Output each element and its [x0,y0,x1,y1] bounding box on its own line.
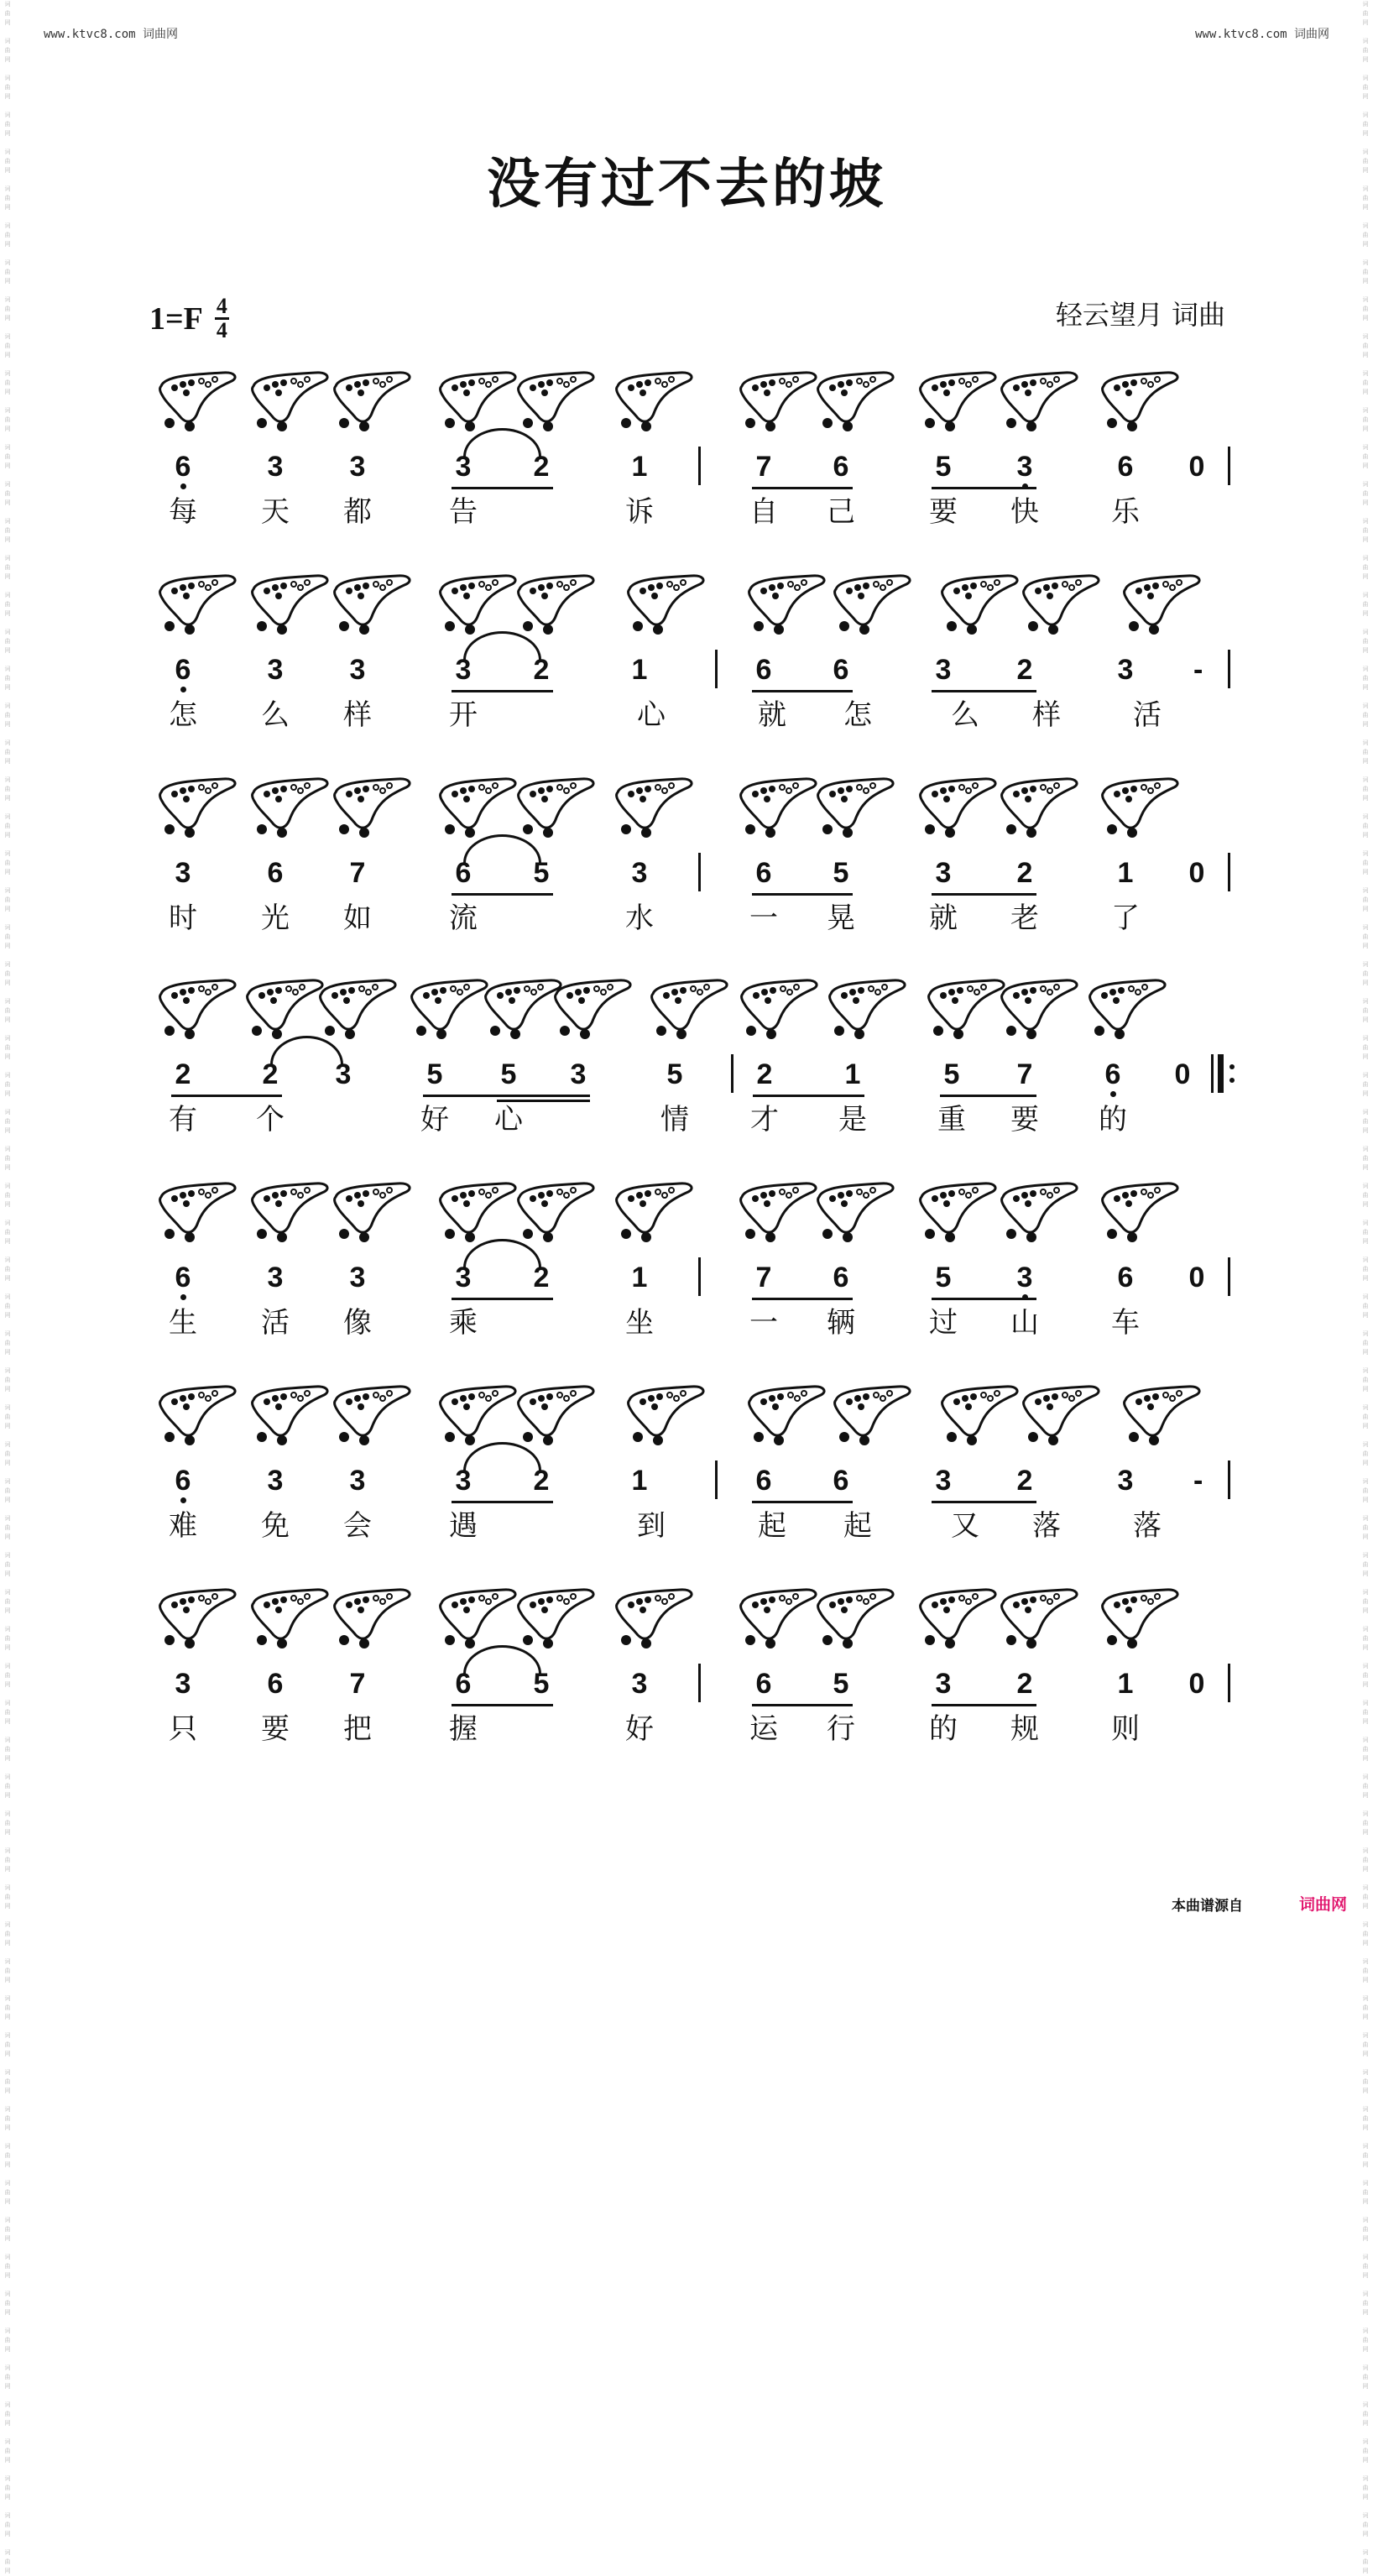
note: 1 [1117,857,1134,889]
note: 6 [1117,1262,1134,1293]
song-title: 没有过不去的坡 [487,153,886,216]
lyric-char: 免 [261,1509,290,1543]
sixteenth-underline [497,1100,590,1102]
eighth-underline [452,1704,553,1706]
ocarina-fingering-icon [918,1586,1000,1652]
low-octave-dot [180,483,186,489]
ocarina-fingering-icon [516,1383,598,1449]
ocarina-fingering-icon [1100,1180,1182,1246]
note: 3 [267,451,284,483]
ocarina-fingering-icon [158,572,240,638]
lyric-char: 到 [637,1509,666,1543]
note: 5 [833,1668,849,1700]
footer-brand: 词曲网 [1299,1895,1348,1914]
note: 6 [455,857,472,889]
note: 3 [935,654,952,686]
note: 3 [631,1668,648,1700]
lyric-char: 生 [169,1306,197,1340]
note: 6 [455,1668,472,1700]
time-bottom: 4 [216,318,227,342]
header-url-left: www.ktvc8.com 词曲网 [44,28,179,41]
note: 3 [349,654,366,686]
ocarina-fingering-icon [816,776,898,841]
lyric-char: 行 [827,1712,855,1746]
lyric-char: 己 [827,495,855,529]
note: 3 [935,857,952,889]
ocarina-fingering-icon [516,1180,598,1246]
lyric-char: 会 [343,1509,372,1543]
note: 7 [1016,1058,1033,1090]
ocarina-fingering-icon [650,977,732,1042]
lyric-char: 起 [758,1509,786,1543]
note: 3 [1117,654,1134,686]
ocarina-fingering-icon [1100,1586,1182,1652]
ocarina-fingering-icon [816,369,898,435]
lyric-char: 都 [343,495,372,529]
lyric-char: 一 [749,1306,778,1340]
lyric-char: 水 [625,901,654,935]
lyric-char: 乐 [1111,495,1140,529]
ocarina-fingering-icon [250,1586,332,1652]
note: 3 [349,1465,366,1497]
lyric-char: 了 [1111,901,1140,935]
note: 1 [631,1465,648,1497]
header-url-right: www.ktvc8.com 词曲网 [1194,28,1329,41]
note: 3 [335,1058,352,1090]
lyric-char: 车 [1111,1306,1140,1340]
note: 1 [631,451,648,483]
note: 2 [175,1058,191,1090]
ocarina-fingering-icon [614,1586,697,1652]
note: 6 [158,653,208,687]
note: 3 [267,1262,284,1293]
lyric-char: 就 [929,901,958,935]
ocarina-fingering-icon [739,977,822,1042]
lyric-char: 如 [343,901,372,935]
note: 2 [1016,857,1033,889]
note: 7 [349,857,366,889]
score-system [0,1383,1373,1551]
note: 3 [175,1668,191,1700]
note: 6 [755,857,772,889]
note: 0 [1174,1058,1191,1090]
eighth-underline [752,487,853,489]
ocarina-fingering-icon [516,369,598,435]
ocarina-fingering-icon [1122,1383,1204,1449]
footer-source: 本曲谱源自 [1172,1898,1243,1915]
ocarina-fingering-icon [739,776,821,841]
note: 2 [1016,1465,1033,1497]
note: 3 [349,451,366,483]
note: 7 [755,451,772,483]
lyric-char: 告 [449,495,478,529]
barline [1228,447,1230,485]
lyric-char: 么 [261,698,290,732]
low-octave-dot [180,1294,186,1300]
lyric-char: 坐 [625,1306,654,1340]
lyric-char: 是 [838,1103,867,1136]
ocarina-fingering-icon [747,572,829,638]
barline [698,447,701,485]
ocarina-fingering-icon [516,1586,598,1652]
ocarina-fingering-icon [250,1383,332,1449]
ocarina-fingering-icon [438,1180,520,1246]
note: 6 [158,450,208,483]
score-system [0,369,1373,537]
note: 0 [1188,1668,1205,1700]
note: 0 [1188,1262,1205,1293]
side-watermark-right: 词 曲 网 词 曲 网 词 曲 网 词 曲 网 词 曲 网 词 曲 网 词 曲 网 词 曲 网 词 曲 网 词 曲 网 词 曲 网 词 曲 网 词 曲 网 词 曲 网 词 曲 网 词 曲 网 词 曲 网 词 曲 网 词 曲 网 词 曲 网 词 曲 网 词 曲 网 词 曲 网 词 曲 网 词 曲 网 词 曲 网 词 曲 网 词 曲 网 词 曲 网 词 曲 网 词 曲 网 词 曲 网 词 曲 网 词 曲 网 词 曲 网 词 曲 网 词 曲 网 词 曲 网 词 曲 网 词 曲 网 词 曲 网 词 曲 网 词 曲 网 词 曲 网 词 曲 网 词 曲 网 词 曲 网 词 曲 网 词 曲 网 词 曲 网 词 曲 网 词 曲 网 词 曲 网 词 曲 网 词 曲 网 词 曲 网 词 曲 网 词 曲 网 词 曲 网 词 曲 网 词 曲 网 词 曲 网 词 曲 网 词 曲 网 词 曲 网 词 曲 网 词 曲 网 词 曲 网 词 曲 网 词 曲 网 [1362,1,1369,2574]
lyric-char: 落 [1032,1509,1061,1543]
note: 5 [426,1058,443,1090]
note: 3 [570,1058,587,1090]
ocarina-fingering-icon [833,572,915,638]
note: 3 [631,857,648,889]
eighth-underline [752,1704,853,1706]
lyric-char: 么 [951,698,979,732]
ocarina-fingering-icon [1100,369,1182,435]
ocarina-fingering-icon [927,977,1009,1042]
lyric-char: 的 [1099,1103,1127,1136]
note: 5 [533,1668,550,1700]
lyric-char: 每 [169,495,197,529]
time-top: 4 [216,294,227,318]
ocarina-fingering-icon [816,1180,898,1246]
score-system [0,977,1373,1145]
lyric-char: 才 [750,1103,779,1136]
ocarina-fingering-icon [332,369,415,435]
ocarina-fingering-icon [438,1586,520,1652]
ocarina-fingering-icon [332,1586,415,1652]
note: 6 [158,1464,208,1497]
lyric-char: 辆 [827,1306,855,1340]
ocarina-fingering-icon [1088,977,1170,1042]
note: 5 [935,451,952,483]
note: 5 [833,857,849,889]
ocarina-fingering-icon [1100,776,1182,841]
ocarina-fingering-icon [438,572,520,638]
score-system [0,1586,1373,1754]
ocarina-fingering-icon [1122,572,1204,638]
note: 2 [756,1058,773,1090]
lyric-char: 自 [749,495,778,529]
note: 6 [1088,1058,1138,1091]
note: 0 [1188,857,1205,889]
eighth-underline [497,1095,590,1097]
barline [715,650,718,688]
lyric-char: 遇 [449,1509,478,1543]
lyric-char: 握 [449,1712,478,1746]
ocarina-fingering-icon [332,1383,415,1449]
ocarina-fingering-icon [1021,1383,1104,1449]
note: 1 [1117,1668,1134,1700]
lyric-char: 运 [749,1712,778,1746]
lyric-char: 规 [1010,1712,1039,1746]
score-system [0,776,1373,943]
lyric-char: 起 [843,1509,872,1543]
barline [1228,1257,1230,1296]
ocarina-fingering-icon [438,1383,520,1449]
barline [1228,650,1230,688]
barline [731,1054,733,1093]
note: 3 [1000,450,1050,483]
lyric-char: 好 [420,1103,449,1136]
ocarina-fingering-icon [158,1586,240,1652]
eighth-underline [452,487,553,489]
score-system [0,572,1373,740]
note: 3 [455,1465,472,1497]
lyric-char: 像 [343,1306,372,1340]
note: 6 [833,1262,849,1293]
note: 3 [349,1262,366,1293]
note: 7 [755,1262,772,1293]
lyric-char: 山 [1010,1306,1039,1340]
lyric-char: 的 [929,1712,958,1746]
ocarina-fingering-icon [158,369,240,435]
lyric-char: 个 [256,1103,285,1136]
lyric-char: 怎 [843,698,872,732]
note: 7 [349,1668,366,1700]
lyric-char: 好 [625,1712,654,1746]
barline [1228,1460,1230,1499]
ocarina-fingering-icon [918,1180,1000,1246]
ocarina-fingering-icon [245,977,327,1042]
ocarina-fingering-icon [940,572,1022,638]
barline [698,1257,701,1296]
note: 6 [833,451,849,483]
note: 2 [533,1262,550,1293]
ocarina-fingering-icon [739,369,821,435]
note: 2 [1016,1668,1033,1700]
ocarina-fingering-icon [332,1180,415,1246]
eighth-underline [171,1095,282,1097]
ocarina-fingering-icon [1000,776,1082,841]
note: 2 [533,451,550,483]
ocarina-fingering-icon [816,1586,898,1652]
barline [1228,853,1230,891]
ocarina-fingering-icon [1000,977,1082,1042]
eighth-underline [452,1501,553,1503]
lyric-char: 一 [749,901,778,935]
lyric-char: 要 [929,495,958,529]
eighth-underline [932,1704,1036,1706]
lyric-char: 心 [637,698,666,732]
ocarina-fingering-icon [739,1586,821,1652]
ocarina-fingering-icon [250,1180,332,1246]
lyric-char: 流 [449,901,478,935]
eighth-underline [452,1298,553,1300]
ocarina-fingering-icon [614,369,697,435]
ocarina-fingering-icon [410,977,492,1042]
ocarina-fingering-icon [1021,572,1104,638]
ocarina-fingering-icon [739,1180,821,1246]
ocarina-fingering-icon [833,1383,915,1449]
lyric-char: 晃 [827,901,855,935]
lyric-char: 快 [1010,495,1039,529]
barline [698,853,701,891]
lyric-char: 过 [929,1306,958,1340]
lyric-char: 情 [660,1103,689,1136]
lyric-char: 落 [1133,1509,1162,1543]
ocarina-fingering-icon [827,977,910,1042]
lyric-char: 乘 [449,1306,478,1340]
lyric-char: 活 [1133,698,1162,732]
ocarina-fingering-icon [250,776,332,841]
lyric-char: 心 [494,1103,523,1136]
note: 0 [1188,451,1205,483]
lyric-char: 又 [951,1509,979,1543]
note: 1 [631,654,648,686]
lyric-char: 把 [343,1712,372,1746]
lyric-char: 难 [169,1509,197,1543]
sustain-dash: - [1193,1465,1203,1497]
ocarina-fingering-icon [626,1383,708,1449]
ocarina-fingering-icon [1000,1586,1082,1652]
eighth-underline [753,1095,864,1097]
note: 6 [833,1465,849,1497]
ocarina-fingering-icon [250,572,332,638]
note: 3 [935,1465,952,1497]
note: 6 [755,1668,772,1700]
ocarina-fingering-icon [516,572,598,638]
note: 6 [267,857,284,889]
lyric-char: 天 [261,495,290,529]
lyric-char: 光 [261,901,290,935]
note: 6 [1117,451,1134,483]
lyric-char: 时 [169,901,197,935]
note: 2 [533,1465,550,1497]
note: 5 [666,1058,683,1090]
ocarina-fingering-icon [158,1180,240,1246]
note: 3 [267,1465,284,1497]
eighth-underline [752,893,853,896]
note: 3 [935,1668,952,1700]
ocarina-fingering-icon [1000,369,1082,435]
ocarina-fingering-icon [940,1383,1022,1449]
note: 3 [1000,1261,1050,1294]
ocarina-fingering-icon [553,977,635,1042]
low-octave-dot [180,1497,186,1503]
ocarina-fingering-icon [332,572,415,638]
lyric-char: 怎 [169,698,197,732]
eighth-underline [752,1501,853,1503]
ocarina-fingering-icon [158,1383,240,1449]
note: 3 [175,857,191,889]
credit: 轻云望月 词曲 [1055,299,1225,331]
note: 5 [935,1262,952,1293]
time-signature [215,295,229,342]
note: 5 [943,1058,960,1090]
eighth-underline [452,690,553,692]
eighth-underline [940,1095,1036,1097]
side-watermark-left: 词 曲 网 词 曲 网 词 曲 网 词 曲 网 词 曲 网 词 曲 网 词 曲 网 词 曲 网 词 曲 网 词 曲 网 词 曲 网 词 曲 网 词 曲 网 词 曲 网 词 曲 网 词 曲 网 词 曲 网 词 曲 网 词 曲 网 词 曲 网 词 曲 网 词 曲 网 词 曲 网 词 曲 网 词 曲 网 词 曲 网 词 曲 网 词 曲 网 词 曲 网 词 曲 网 词 曲 网 词 曲 网 词 曲 网 词 曲 网 词 曲 网 词 曲 网 词 曲 网 词 曲 网 词 曲 网 词 曲 网 词 曲 网 词 曲 网 词 曲 网 词 曲 网 词 曲 网 词 曲 网 词 曲 网 词 曲 网 词 曲 网 词 曲 网 词 曲 网 词 曲 网 词 曲 网 词 曲 网 词 曲 网 词 曲 网 词 曲 网 词 曲 网 词 曲 网 词 曲 网 词 曲 网 词 曲 网 词 曲 网 词 曲 网 词 曲 网 词 曲 网 词 曲 网 词 曲 网 词 曲 网 词 曲 网 [4,1,11,2574]
note: 2 [1016,654,1033,686]
ocarina-fingering-icon [438,369,520,435]
ocarina-fingering-icon [158,977,240,1042]
eighth-underline [932,893,1036,896]
low-octave-dot [180,687,186,692]
note: 3 [267,654,284,686]
lyric-char: 只 [169,1712,197,1746]
low-octave-dot [1110,1091,1116,1097]
eighth-underline [932,1298,1036,1300]
ocarina-fingering-icon [747,1383,829,1449]
eighth-underline [752,1298,853,1300]
ocarina-fingering-icon [1000,1180,1082,1246]
note: 5 [500,1058,517,1090]
ocarina-fingering-icon [614,776,697,841]
lyric-char: 有 [169,1103,197,1136]
lyric-char: 重 [937,1103,966,1136]
key-label: 1=F [149,300,203,337]
lyric-char: 要 [261,1712,290,1746]
ocarina-fingering-icon [918,369,1000,435]
ocarina-fingering-icon [158,776,240,841]
eighth-underline [752,690,853,692]
ocarina-fingering-icon [614,1180,697,1246]
lyric-char: 活 [261,1306,290,1340]
note: 2 [262,1058,279,1090]
score-system [0,1180,1373,1348]
note: 1 [844,1058,861,1090]
barline [1228,1664,1230,1702]
note: 2 [533,654,550,686]
ocarina-fingering-icon [918,776,1000,841]
note: 3 [455,451,472,483]
note: 1 [631,1262,648,1293]
note: 6 [267,1668,284,1700]
note: 6 [158,1261,208,1294]
ocarina-fingering-icon [516,776,598,841]
note: 3 [1117,1465,1134,1497]
lyric-char: 则 [1111,1712,1140,1746]
eighth-underline [932,690,1036,692]
sustain-dash: - [1193,654,1203,686]
lyric-char: 开 [449,698,478,732]
ocarina-fingering-icon [250,369,332,435]
barline [698,1664,701,1702]
note: 3 [455,654,472,686]
eighth-underline [452,893,553,896]
eighth-underline [932,1501,1036,1503]
lyric-char: 老 [1010,901,1039,935]
ocarina-fingering-icon [318,977,400,1042]
note: 6 [833,654,849,686]
note: 3 [455,1262,472,1293]
key-signature [149,295,229,342]
barline [715,1460,718,1499]
lyric-char: 样 [1032,698,1061,732]
lyric-char: 样 [343,698,372,732]
ocarina-fingering-icon [438,776,520,841]
eighth-underline [932,487,1036,489]
lyric-char: 就 [758,698,786,732]
ocarina-fingering-icon [332,776,415,841]
note: 6 [755,654,772,686]
lyric-char: 要 [1010,1103,1039,1136]
note: 5 [533,857,550,889]
note: 6 [755,1465,772,1497]
lyric-char: 诉 [625,495,654,529]
ocarina-fingering-icon [626,572,708,638]
